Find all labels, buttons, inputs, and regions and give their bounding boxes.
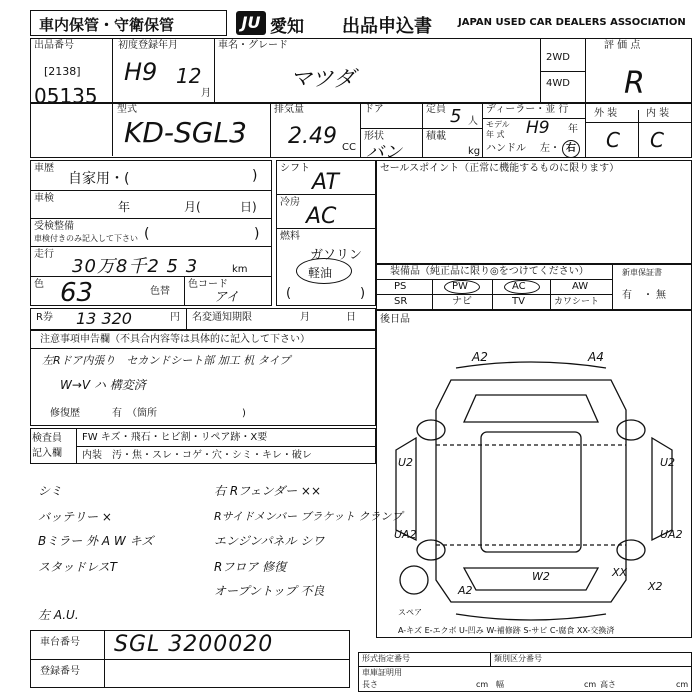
- damage-mark-7: W2: [532, 570, 550, 583]
- remark-left-1: シミ: [38, 484, 63, 498]
- inspection-label: 車検: [34, 193, 54, 204]
- handle-label: ハンドル: [486, 143, 526, 154]
- exterior-grade: C: [606, 128, 620, 152]
- dealer-label: ディーラー・並 行: [486, 104, 569, 115]
- listing-no: 05135: [34, 84, 98, 108]
- interior-label: 内 装: [646, 108, 670, 119]
- color-label: 色: [34, 279, 44, 290]
- inspector-label: 検査員: [32, 433, 62, 444]
- capacity: 5: [450, 106, 462, 127]
- inspector-interior-prefix: 内装: [82, 450, 102, 461]
- chassis-number: SGL 3200020: [114, 632, 274, 657]
- handle-right-circle: [562, 140, 580, 158]
- body-shape: バン: [366, 142, 402, 163]
- notes-header: 注意事項申告欄（不具合内容等は具体的に記入して下さい）: [40, 334, 310, 345]
- equip-sr: SR: [394, 296, 408, 307]
- capacity-unit: 人: [468, 116, 478, 127]
- color-change-label: 色替: [150, 286, 170, 297]
- org-name: 愛知: [270, 17, 304, 37]
- remark-left-4: スタッドレスT: [38, 560, 117, 574]
- door-label: ドア: [364, 104, 384, 115]
- damage-legend: A-キズ E-エクボ U-凹み W-補修跡 S-サビ C-腐食 XX-交換済: [398, 626, 615, 635]
- equip-leather: カワシート: [554, 297, 600, 307]
- model-code: KD-SGL3: [124, 116, 247, 149]
- spare-label: スペア: [398, 608, 422, 617]
- displacement-label: 排気量: [274, 104, 304, 115]
- equip-navi: ナビ: [452, 296, 472, 307]
- equip-ac: AC: [512, 281, 526, 292]
- history-close: ): [252, 168, 258, 184]
- warranty-no: 無: [656, 290, 666, 301]
- car-name-label: 車名・グレード: [218, 40, 288, 51]
- shift-label: シフト: [280, 163, 310, 174]
- mileage-label: 走行: [34, 249, 54, 260]
- association-name: JAPAN USED CAR DEALERS ASSOCIATION: [458, 17, 686, 28]
- damage-mark-10: X2: [648, 580, 663, 593]
- shape-label: 形状: [364, 131, 384, 142]
- listing-no-label: 出品番号: [34, 40, 74, 51]
- mileage-unit: km: [232, 264, 248, 275]
- grade-value: R: [624, 66, 645, 101]
- width-label: 幅: [496, 680, 504, 689]
- remark-left-3: Bミラー 外 A W キズ: [38, 534, 154, 548]
- first-registration-label: 初度登録年月: [118, 40, 178, 51]
- equipment-label: 装備品（純正品に限り◎をつけてください）: [390, 266, 589, 277]
- inspection-day: 日): [240, 200, 257, 214]
- acceptance-open: (: [144, 226, 150, 242]
- capacity-label: 定員: [426, 104, 446, 115]
- warranty-yes: 有: [622, 290, 632, 301]
- inspector-exterior-codes: FW キズ・飛石・ヒビ割・リペア跡・X要: [82, 432, 268, 443]
- equip-aw: AW: [572, 281, 589, 292]
- history-label: 車歴: [34, 163, 54, 174]
- history-value: 自家用・(: [68, 171, 130, 187]
- ac-label: 冷房: [280, 197, 300, 208]
- cc-unit: CC: [342, 142, 356, 153]
- repair-history-label: 修復歴: [50, 408, 80, 419]
- garage-cert-label: 車庫証明用: [362, 668, 402, 677]
- sales-point-label: セールスポイント（正常に機能するものに限ります）: [380, 163, 620, 174]
- warranty-sep: ・: [643, 290, 653, 301]
- registration-era: H9: [124, 58, 158, 86]
- car-name: マツダ: [290, 67, 356, 92]
- notes-line-2: W→V ハ 構変済: [60, 378, 146, 392]
- damage-mark-6: UA2: [660, 528, 683, 541]
- model-year-unit: 年: [568, 124, 578, 135]
- inspection-month: 月(: [184, 200, 201, 214]
- damage-mark-2: A4: [588, 350, 604, 364]
- remark-left-5: 左 A.U.: [38, 608, 79, 622]
- remark-right-1: 右 Rフェンダー ××: [214, 484, 321, 498]
- model-year-label: モデル 年 式: [486, 120, 510, 139]
- model-year: H9: [526, 118, 550, 138]
- height-unit: cm: [676, 680, 689, 689]
- recycle-label: R券: [36, 312, 53, 323]
- color-code: アイ: [214, 290, 239, 305]
- remark-left-2: バッテリー ×: [38, 510, 112, 524]
- remark-right-4: Rフロア 修復: [214, 560, 287, 574]
- damage-mark-8: A2: [458, 584, 473, 597]
- listing-no-small: [2138]: [44, 65, 81, 78]
- shift-value: AT: [312, 170, 339, 195]
- remark-right-5: オープントップ 不良: [214, 584, 325, 598]
- damage-mark-1: A2: [472, 350, 488, 364]
- registration-no-label: 登録番号: [40, 666, 80, 677]
- notice-month: 月: [300, 312, 310, 323]
- color-code-label: 色コード: [188, 279, 228, 290]
- equip-pw-circle: [444, 280, 480, 294]
- exterior-label: 外 装: [594, 108, 618, 119]
- ac-value: AC: [306, 204, 337, 229]
- grade-label: 評 価 点: [604, 40, 641, 51]
- width-unit: cm: [584, 680, 597, 689]
- color-value: 63: [60, 278, 94, 308]
- registration-month: 12: [176, 64, 202, 88]
- handle-left: 左・: [540, 143, 560, 154]
- remark-right-3: エンジンパネル シワ: [214, 534, 325, 548]
- displacement: 2.49: [288, 124, 337, 149]
- chassis-label: 車台番号: [40, 637, 80, 648]
- notice-deadline-label: 名変通知期限: [192, 312, 252, 323]
- acceptance-label: 受検整備: [34, 221, 74, 232]
- equip-pw: PW: [452, 281, 468, 292]
- type-cert-label: 形式指定番号: [362, 654, 410, 663]
- fuel-paren-open: (: [286, 286, 292, 301]
- month-unit: 月: [201, 88, 211, 99]
- document-title: 出品申込書: [342, 16, 432, 37]
- car-body-diagram: [376, 340, 692, 640]
- model-code-label: 型式: [117, 104, 137, 115]
- length-unit: cm: [476, 680, 489, 689]
- fuel-gasoline: ガソリン: [310, 248, 363, 263]
- fuel-light-oil: 軽油: [308, 266, 333, 280]
- length-label: 長さ: [362, 680, 378, 689]
- equip-ac-circle: [504, 280, 540, 294]
- storage-badge: 車内保管・守衛保管: [39, 16, 175, 34]
- acceptance-close: ): [254, 226, 260, 242]
- category-no-label: 類別区分番号: [494, 654, 542, 663]
- drive-2wd: 2WD: [546, 52, 570, 63]
- sales-point-block: [376, 160, 692, 264]
- recycle-fee: 13 320: [76, 309, 132, 328]
- fuel-label: 燃料: [280, 231, 300, 242]
- handle-right: 右: [566, 143, 576, 154]
- equip-ps: PS: [394, 281, 407, 292]
- damage-mark-5: UA2: [394, 528, 417, 541]
- load-unit: kg: [468, 146, 481, 157]
- repair-history-value: 有 （箇所: [112, 408, 157, 419]
- remark-right-2: Rサイドメンバー ブラケット クランプ: [214, 510, 403, 523]
- later-items-label: 後日品: [380, 314, 410, 325]
- remarks-area: [30, 466, 403, 630]
- recycle-unit: 円: [170, 312, 180, 323]
- damage-mark-4: U2: [660, 456, 676, 469]
- warranty-label: 新車保証書: [622, 268, 662, 277]
- damage-mark-9: XX: [612, 566, 628, 579]
- equip-tv: TV: [512, 296, 525, 307]
- inspection-year: 年: [118, 200, 131, 214]
- drive-4wd: 4WD: [546, 78, 570, 89]
- storage-badge-box: [30, 10, 227, 36]
- interior-grade: C: [650, 128, 664, 152]
- notice-day: 日: [346, 312, 356, 323]
- height-label: 高さ: [600, 680, 616, 689]
- repair-history-close: ): [242, 408, 246, 419]
- inspector-interior-codes: 汚・焦・スレ・コゲ・穴・シミ・キレ・破レ: [112, 450, 312, 461]
- acceptance-note: 車検付きのみ記入して下さい: [34, 234, 138, 243]
- load-label: 積載: [426, 131, 446, 142]
- inspector-label-2: 記入欄: [32, 448, 62, 459]
- ju-logo: JU: [236, 11, 266, 35]
- notes-line-1: 左Rドア内張り セカンドシート部 加工 机 タイプ: [42, 354, 291, 367]
- mileage: 30万8千2 5 3: [72, 256, 199, 277]
- damage-mark-3: U2: [398, 456, 414, 469]
- fuel-paren-close: ): [360, 286, 366, 301]
